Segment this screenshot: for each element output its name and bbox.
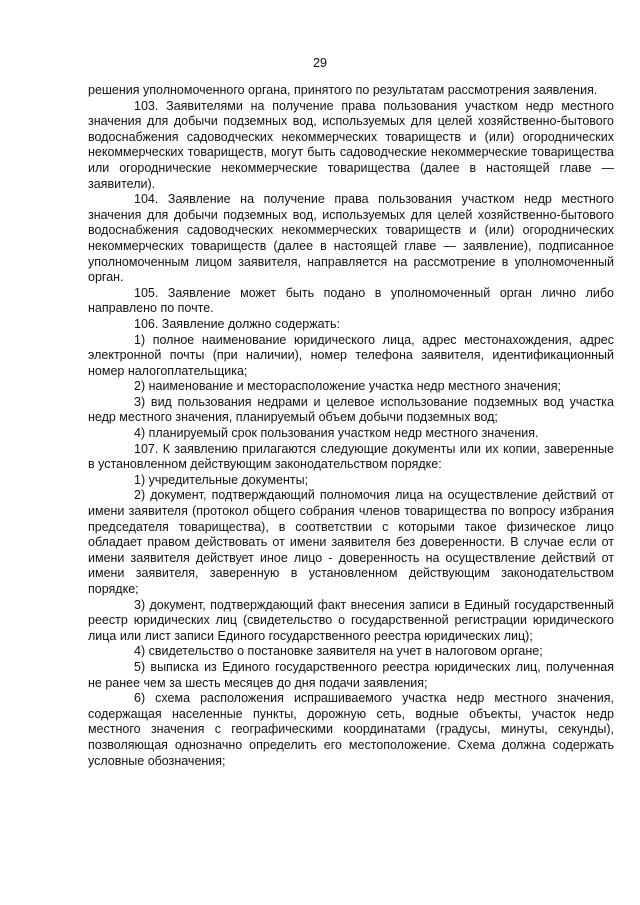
paragraph-continuation: решения уполномоченного органа, принятого по результатам рассмотрения заявления. [88, 83, 598, 97]
list-item-107-1: 1) учредительные документы; [134, 472, 309, 487]
list-item-107-2: 2) документ, подтверждающий полномочия лица на осуществление действий от имени заявителя (протокол общего собрания членов товарищества по вопросу избрания председателя товарищества), в соответствии с которыми такое физическое лицо обладает правом действовать от имени заявителя без доверенности. В случае если от имени заявителя действует иное лицо - доверенность на осуществление действий от имени заявителя, заверенную в установленном действующим законодательством порядке; [88, 488, 614, 596]
list-item-106-2: 2) наименование и месторасположение участка недр местного значения; [134, 379, 561, 394]
list-item-107-4: 4) свидетельство о постановке заявителя на учет в налоговом органе; [134, 644, 543, 659]
list-item-106-3: 3) вид пользования недрами и целевое использование подземных вод участка недр местного значения, планируемый объем добычи подземных вод; [88, 394, 614, 425]
paragraph-105: 105. Заявление может быть подано в уполномоченный орган лично либо направлено по почте. [88, 285, 614, 316]
paragraph-104: 104. Заявление на получение права пользования участком недр местного значения для добычи подземных вод, используемых для целей хозяйственно-бытового водоснабжения садоводческих некоммерческих товариществ и (или) огороднических некоммерческих товариществ (далее в настоящей главе — заявление), подписанное уполномоченным лицом заявителя, направляется на рассмотрение в уполномоченный орган. [88, 192, 614, 285]
list-item-107-6: 6) схема расположения испрашиваемого участка недр местного значения, содержащая населенные пункты, дорожную сеть, водные объекты, участок недр местного значения с географическими координатами (градусы, минуты, секунды), позволяющая однозначно определить его местоположение. Схема должна содержать условные обозначения; [88, 691, 614, 768]
list-item-106-4: 4) планируемый срок пользования участком недр местного значения. [134, 426, 539, 441]
paragraph-107: 107. К заявлению прилагаются следующие документы или их копии, заверенные в установленном действующим законодательством порядке: [88, 441, 614, 472]
list-item-106-1: 1) полное наименование юридического лица, адрес местонахождения, адрес электронной почты (при наличии), номер телефона заявителя, идентификационный номер налогоплательщика; [88, 332, 614, 378]
list-item-107-3: 3) документ, подтверждающий факт внесения записи в Единый государственный реестр юридических лиц (свидетельство о государственной регистрации юридического лица или лист записи Единого государственного реестра юридических лиц); [88, 597, 614, 643]
paragraph-106: 106. Заявление должно содержать: [134, 316, 340, 331]
document-body [88, 83, 614, 769]
page-number: 29 [313, 56, 327, 70]
list-item-107-5: 5) выписка из Единого государственного реестра юридических лиц, полученная не ранее чем за шесть месяцев до дня подачи заявления; [88, 659, 614, 690]
paragraph-103: 103. Заявителями на получение права пользования участком недр местного значения для добычи подземных вод, используемых для целей хозяйственно-бытового водоснабжения садоводческих некоммерческих товариществ и (или) огороднических некоммерческих товариществ, могут быть садоводческие некоммерческие товарищества или огороднические некоммерческие товарищества (далее в настоящей главе — заявители). [88, 98, 614, 191]
